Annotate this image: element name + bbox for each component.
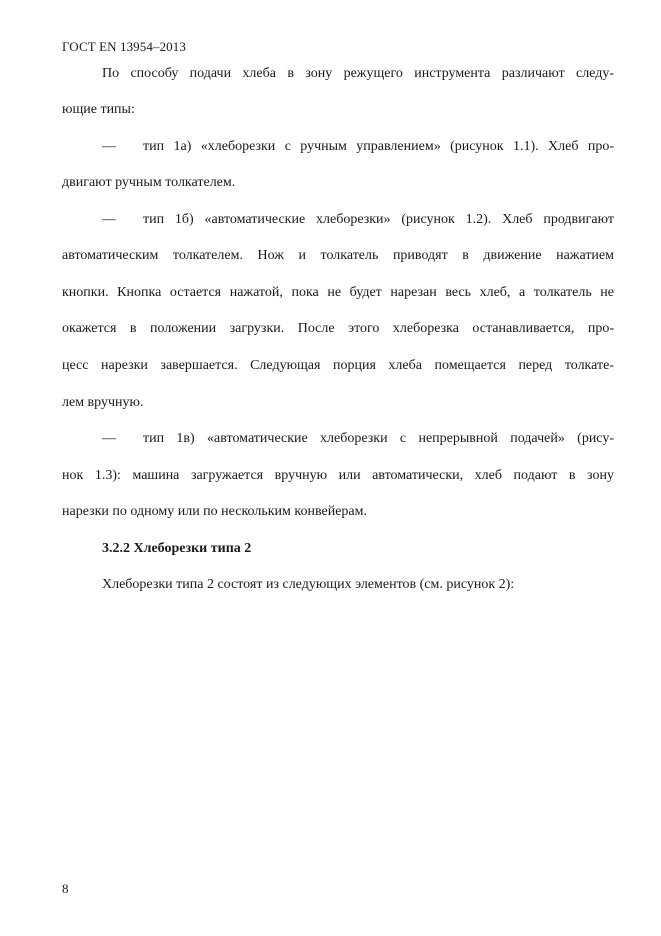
list-item-2-line-5: цесс нарезки завершается. Следующая порция хлеба помещается перед толкате- bbox=[62, 358, 614, 373]
list-item-2-line-3: кнопки. Кнопка остается нажатой, пока не будет нарезан весь хлеб, а толкатель не bbox=[62, 285, 614, 300]
list-item-3-dash: — bbox=[102, 431, 116, 446]
list-item-2-line-6: лем вручную. bbox=[62, 395, 144, 410]
section-text: Хлеборезки типа 2 состоят из следующих элементов (см. рисунок 2): bbox=[102, 577, 515, 592]
list-item-3-line-3: нарезки по одному или по нескольким конвейерам. bbox=[62, 504, 367, 519]
list-item-2-line-2: автоматическим толкателем. Нож и толкатель приводят в движение нажатием bbox=[62, 248, 614, 263]
intro-line-2: ющие типы: bbox=[62, 102, 135, 117]
list-item-3-line-1: тип 1в) «автоматические хлеборезки с непрерывной подачей» (рису- bbox=[143, 431, 614, 446]
page-number: 8 bbox=[62, 881, 69, 896]
section-heading: 3.2.2 Хлеборезки типа 2 bbox=[102, 541, 252, 556]
list-item-2-dash: — bbox=[102, 212, 116, 227]
list-item-3-line-2: нок 1.3): машина загружается вручную или автоматически, хлеб подают в зону bbox=[62, 468, 614, 483]
list-item-1-line-2: двигают ручным толкателем. bbox=[62, 175, 236, 190]
list-item-2-line-1: тип 1б) «автоматические хлеборезки» (рисунок 1.2). Хлеб продвигают bbox=[143, 212, 614, 227]
document-code-header: ГОСТ EN 13954–2013 bbox=[62, 39, 186, 54]
list-item-1-line-1: тип 1а) «хлеборезки с ручным управлением» (рисунок 1.1). Хлеб про- bbox=[143, 139, 614, 154]
list-item-2-line-4: окажется в положении загрузки. После этого хлеборезка останавливается, про- bbox=[62, 321, 614, 336]
intro-line-1: По способу подачи хлеба в зону режущего инструмента различают следу- bbox=[102, 66, 614, 81]
list-item-1-dash: — bbox=[102, 139, 116, 154]
